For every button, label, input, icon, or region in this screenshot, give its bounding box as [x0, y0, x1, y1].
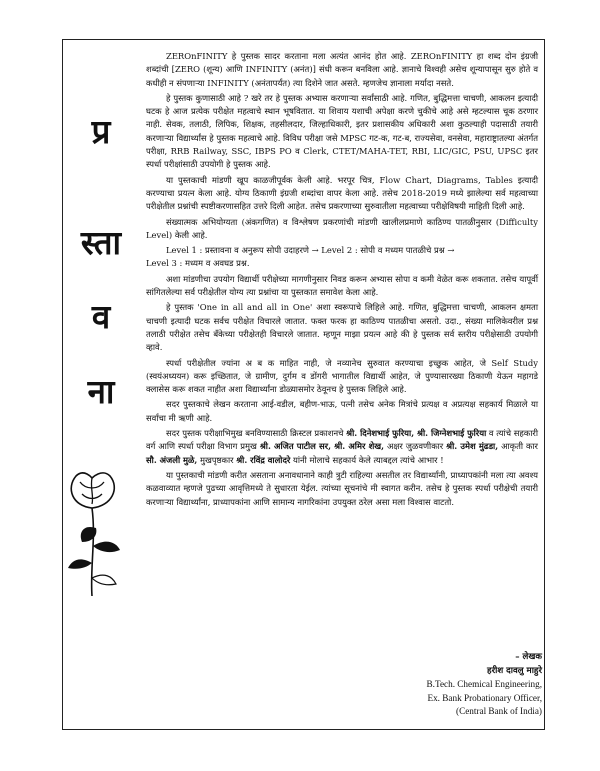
level-line-2: Level 3 : मध्यम व अवघड प्रश्न.: [146, 258, 250, 269]
paragraph-layout: या पुस्तकाची मांडणी खूप काळजीपूर्वक केली आहे. भरपूर चित्र, Flow Chart, Diagrams, Tables इत्यादी करण्याचा प्रयत्न केला आहे. योग्य ठिकाणी इंग्रजी शब्दांचा वापर केला आहे. तसेच 2018-2019 मध्ये झालेल्या सर्व महत्वाच्या परीक्षेतील प्रश्नांची स्पष्टीकरणासहित उत्तरे दिली आहेत. तसेच प्रकरणाच्या सुरुवातीला महत्वाच्या परीक्षेविषयी माहिती दिली आहे.: [146, 174, 538, 212]
author-credential: B.Tech. Chemical Engineering,: [426, 679, 542, 689]
paragraph-difficulty: संख्यात्मक अभियोग्यता (अंकगणित) व विश्लेषण प्रकरणांची मांडणी खालीलप्रमाणे काठिण्य पातळीनुसार (Difficulty Level) केली आहे.: [146, 216, 538, 240]
author-name: हरीश दावलु माहुरे: [487, 665, 542, 676]
paragraph-usage: अशा मांडणीचा उपयोग विद्यार्थी परीक्षेच्या मागणीनुसार निवड करून अभ्यास सोपा व कमी वेळेत करू शकतात. तसेच यापूर्वी सांगितलेल्या सर्व परीक्षेतील योग्य त्या प्रश्नांचा या पुस्तकात समावेश केला आहे.: [146, 273, 538, 298]
paragraph-audience: हे पुस्तक कुणासाठी आहे ? खरे तर हे पुस्तक अभ्यास करणाऱ्या सर्वांसाठी आहे. गणित, बुद्धिमत्ता चाचणी, आकलन इत्यादी घटक हे आज प्रत्येक परीक्षेत महत्वाचे स्थान भूषवितात. या शिवाय यशाची अपेक्षा करणे चुकीचे आहे असे म्हटल्यास चूक ठरणार नाही. सेवक, तलाठी, लिपिक, शिक्षक, तहसीलदार, जिल्हाधिकारी, इतर प्रशासकीय अधिकारी अशा कुठल्याही पदासाठी तयारी करणाऱ्या विद्यार्थ्यांस हे पुस्तक महत्वाचे आहे. विविध परीक्षा जसे MPSC गट-क, गट-ब, राज्यसेवा, वनसेवा, महाराष्ट्रातल्या अंतर्गत परीक्षा, RRB Railway, SSC, IBPS PO व Clerk, CTET/MAHA-TET, RBI, LIC/GIC, PSU, UPSC इतर स्पर्धा परीक्षांसाठी उपयोगी हे पुस्तक आहे.: [146, 92, 539, 170]
side-letter-sta: स्ता: [80, 223, 122, 262]
author-credential: (Central Bank of India): [456, 706, 542, 716]
paragraph-intro: ZEROnFINITY हे पुस्तक सादर करताना मला अत्यंत आनंद होत आहे. ZEROnFINITY हा शब्द दोन इंग्रजी शब्दांची [ZERO (शून्य) आणि INFINITY (अनंत)] संधी करून बनविला आहे. ज्ञानाचे विश्वही असेच शून्यापासून सुरु होते व कधीही न संपणाऱ्या INFINITY (अनंतापर्यंत) त्या दिशेने जात असते. म्हणजेच ज्ञानाला मर्यादा नसते.: [146, 51, 538, 88]
paragraph-target-students: स्पर्धा परीक्षेतील ज्यांना अ ब क माहित नाही, जे नव्यानेच सुरुवात करण्याचा इच्छुक आहेत, जे Self Study (स्वयंअध्ययन) करू इच्छितात, जे ग्रामीण, दुर्गम व डोंगरी भागातील विद्यार्थी आहेत, जे पुण्यासारख्या ठिकाणी येऊन महागडे क्लासेस करू शकत नाहीत अशा विद्यार्थ्यांना डोळ्यासमोर ठेवूनच हे पुस्तक लिहिले आहे.: [146, 357, 538, 395]
level-line-1: Level 1 : प्रस्तावना व अनुरूप सोपी उदाहरणे → Level 2 : सोपी व मध्यम पातळीचे प्रश्न →: [166, 245, 455, 256]
author-label: – लेखक: [515, 652, 542, 662]
paragraph-one-in-all: हे पुस्तक 'One in all and all in One' अशा स्वरूपाचे लिहिले आहे. गणित, बुद्धिमत्ता चाचणी, आकलन क्षमता चाचणी इत्यादी घटक सर्वच परीक्षेत विचारले जातात. फक्त फरक हा काठिण्य पातळीचा असतो. उदा., संख्या मालिकेवरील प्रश्न तलाठी परीक्षेत तसेच बँकेच्या परीक्षेतही विचारले जातात. म्हणून माझा प्रयत्न आहे की हे पुस्तक सर्व स्तरीय परीक्षेसाठी उपयोगी व्हावे.: [146, 302, 538, 353]
rose-illustration: [62, 468, 132, 600]
side-letter-pra: प्र: [91, 112, 111, 151]
side-letter-na: ना: [87, 372, 115, 411]
paragraph-closing: या पुस्तकाची मांडणी करीत असताना अनावधानाने काही त्रुटी राहिल्या असतील तर विद्यार्थ्यांनी, प्राध्यापकांनी मला त्या अवश्य कळवाव्यात म्हणजे पुढच्या आवृत्तिमध्ये ते सुधारता येईल. त्यांच्या सूचनांचे मी स्वागत करीन. तसेच हे पुस्तक स्पर्धा परीक्षेची तयारी करणाऱ्या विद्यार्थ्यांना, प्राध्यापकांना आणि सामान्य नागरिकांना उपयुक्त ठरेल असा मला विश्वास वाटतो.: [146, 469, 538, 507]
author-credential: Ex. Bank Probationary Officer,: [427, 692, 542, 703]
side-letter-va: व: [91, 297, 111, 336]
paragraph-family-thanks: सदर पुस्तकाचे लेखन करताना आई-वडील, बहीण-भाऊ, पत्नी तसेच अनेक मित्रांचे प्रत्यक्ष व अप्रत्यक्ष सहकार्य मिळाले या सर्वांचा मी ऋणी आहे.: [146, 399, 538, 423]
author-signature: [427, 651, 542, 719]
preface-body: [146, 50, 538, 511]
paragraph-acknowledgement: सदर पुस्तक परीक्षाभिमुख बनविण्यासाठी क्रिस्टल प्रकाशनचे श्री. दिनेशभाई फुरिया, श्री. जिग्नेशभाई फुरिया व त्यांचे सहकारी वर्ग आणि स्पर्धा परीक्षा विभाग प्रमुख श्री. अजित पाटील सर, श्री. अमिर शेख, अक्षर जुळवणीकार श्री. उमेश मुंढडा, आकृती कार सौ. अंजली मुळे, मुखपृष्ठकार श्री. रविंद्र वालोदरे यांनी मोलाचे सहकार्य केले त्याबद्दल त्यांचे आभार !: [146, 428, 538, 465]
